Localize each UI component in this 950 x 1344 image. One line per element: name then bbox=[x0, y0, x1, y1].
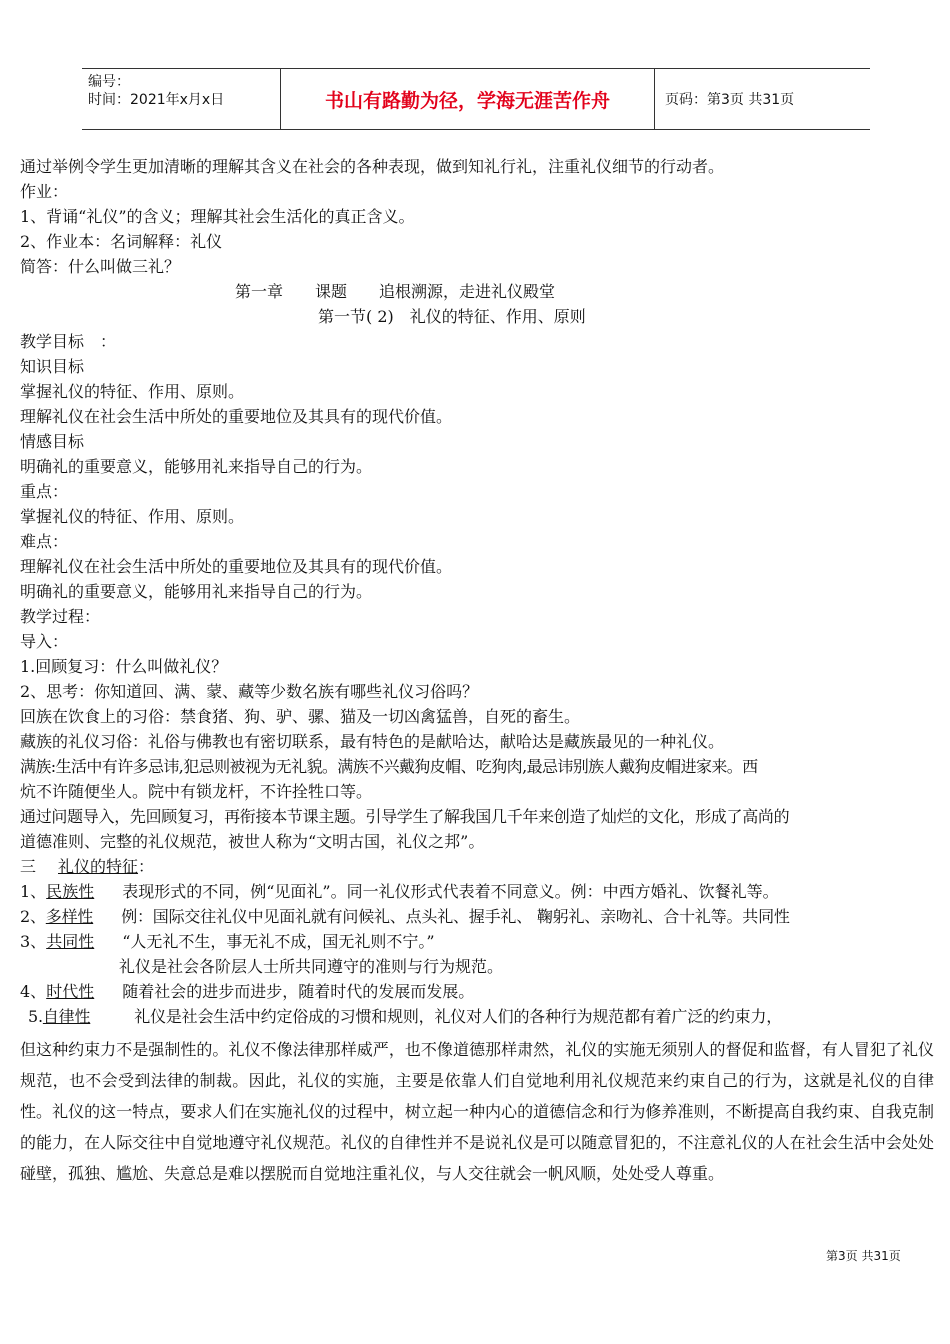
item-number: 1、 bbox=[20, 882, 47, 901]
text-line: 知识目标 bbox=[20, 357, 85, 376]
text-line: 重点： bbox=[20, 482, 69, 501]
item-number: 4、 bbox=[20, 982, 47, 1001]
feature-item bbox=[20, 907, 790, 927]
text-line: 2、作业本：名词解释：礼仪 bbox=[20, 232, 223, 251]
feature-item bbox=[28, 1007, 782, 1027]
page-header bbox=[82, 68, 870, 130]
time-label: 时间：2021年x月x日 bbox=[88, 92, 225, 108]
feature-item bbox=[20, 982, 474, 1002]
section-title: 第一节( 2) 礼仪的特征、作用、原则 bbox=[318, 307, 586, 326]
text-line: 回族在饮食上的习俗：禁食猪、狗、驴、骡、猫及一切凶禽猛兽，自死的畜生。 bbox=[20, 707, 581, 726]
text-line: 理解礼仪在社会生活中所处的重要地位及其具有的现代价值。 bbox=[20, 557, 453, 576]
feature-item bbox=[20, 932, 435, 952]
text-line: 教学过程： bbox=[20, 607, 101, 626]
text-line: 情感目标 bbox=[20, 432, 85, 451]
features-heading bbox=[20, 857, 154, 877]
text-line: 难点： bbox=[20, 532, 69, 551]
text-line: 明确礼的重要意义，能够用礼来指导自己的行为。 bbox=[20, 582, 373, 601]
text-line: 2、思考：你知道回、满、蒙、藏等少数名族有哪些礼仪习俗吗？ bbox=[20, 682, 479, 701]
item-text: 礼仪是社会生活中约定俗成的习惯和规则，礼仪对人们的各种行为规范都有着广泛的约束力， bbox=[134, 1007, 783, 1026]
header-motto-cell bbox=[281, 69, 655, 129]
text-line: 明确礼的重要意义，能够用礼来指导自己的行为。 bbox=[20, 457, 373, 476]
item-text: 例：国际交往礼仪中见面礼就有问候礼、点头礼、握手礼、 鞠躬礼、亲吻礼、合十礼等。共同性 bbox=[121, 907, 790, 926]
text-line: 理解礼仪在社会生活中所处的重要地位及其具有的现代价值。 bbox=[20, 407, 453, 426]
item-text: 随着社会的进步而进步，随着时代的发展而发展。 bbox=[122, 982, 475, 1001]
text-line: 道德准则、完整的礼仪规范，被世人称为“文明古国，礼仪之邦”。 bbox=[20, 832, 485, 851]
item-number: 5. bbox=[28, 1007, 43, 1026]
item-keyword: 多样性 bbox=[45, 907, 94, 926]
text-line: 作业： bbox=[20, 182, 69, 201]
chapter-title: 第一章 课题 追根溯源，走进礼仪殿堂 bbox=[235, 282, 556, 301]
item-number: 2、 bbox=[20, 907, 46, 926]
body-paragraph: 但这种约束力不是强制性的。礼仪不像法律那样威严，也不像道德那样肃然，礼仪的实施无须别人的督促和监督，有人冒犯了礼仪规范，也不会受到法律的制裁。因此，礼仪的实施，主要是依靠人们自觉地利用礼仪规范来约束自己的行为，这就是礼仪的自律性。礼仪的这一特点，要求人们在实施礼仪的过程中，树立起一种内心的道德信念和行为修养准则，不断提高自我约束、自我克制的能力，在人际交往中自觉地遵守礼仪规范。礼仪的自律性并不是说礼仪是可以随意冒犯的，不注意礼仪的人在社会生活中会处处碰壁，孤独、尴尬、失意总是难以摆脱而自觉地注重礼仪，与人交往就会一帆风顺，处处受人尊重。 bbox=[20, 1040, 934, 1183]
text-line: 1.回顾复习：什么叫做礼仪？ bbox=[20, 657, 228, 676]
page-label: 页码：第3页 共31页 bbox=[665, 92, 795, 108]
header-meta bbox=[82, 69, 281, 129]
text-line: 满族:生活中有许多忌讳,犯忌则被视为无礼貌。满族不兴戴狗皮帽、吃狗肉,最忌讳别族人戴狗皮帽进家来。西 bbox=[20, 757, 758, 776]
heading-label: 礼仪的特征 bbox=[58, 857, 139, 876]
heading-colon: ： bbox=[138, 857, 155, 876]
feature-item bbox=[20, 882, 779, 902]
text-line: 简答：什么叫做三礼？ bbox=[20, 257, 181, 276]
text-line: 教学目标 ： bbox=[20, 332, 117, 351]
header-page-cell bbox=[655, 69, 870, 129]
item-text: “人无礼不生，事无礼不成，国无礼则不宁。” bbox=[122, 932, 435, 951]
text-line: 藏族的礼仪习俗：礼俗与佛教也有密切联系，最有特色的是献哈达，献哈达是藏族最见的一种礼仪。 bbox=[20, 732, 725, 751]
page-footer: 第3页 共31页 bbox=[826, 1249, 901, 1263]
text-line: 导入： bbox=[20, 632, 69, 651]
motto: 书山有路勤为径，学海无涯苦作舟 bbox=[324, 89, 610, 112]
heading-number: 三 bbox=[20, 857, 37, 876]
item-number: 3、 bbox=[20, 932, 47, 951]
text-line: 掌握礼仪的特征、作用、原则。 bbox=[20, 507, 245, 526]
text-line: 1、背诵“礼仪”的含义；理解其社会生活化的真正含义。 bbox=[20, 207, 415, 226]
text-line: 掌握礼仪的特征、作用、原则。 bbox=[20, 382, 245, 401]
text-line: 炕不许随便坐人。院中有锁龙杆，不许拴牲口等。 bbox=[20, 782, 373, 801]
item-text: 表现形式的不同，例“见面礼”。同一礼仪形式代表着不同意义。例：中西方婚礼、饮餐礼等。 bbox=[122, 882, 779, 901]
item-keyword: 共同性 bbox=[46, 932, 95, 951]
text-line: 通过举例令学生更加清晰的理解其含义在社会的各种表现，做到知礼行礼，注重礼仪细节的行动者。 bbox=[20, 157, 725, 176]
item-keyword: 自律性 bbox=[42, 1007, 91, 1026]
number-label: 编号： bbox=[88, 74, 130, 90]
item-keyword: 时代性 bbox=[46, 982, 95, 1001]
text-line: 通过问题导入，先回顾复习，再衔接本节课主题。引导学生了解我国几千年来创造了灿烂的文化，形成了高尚的 bbox=[20, 807, 790, 826]
item-keyword: 民族性 bbox=[46, 882, 95, 901]
text-line: 礼仪是社会各阶层人士所共同遵守的准则与行为规范。 bbox=[119, 957, 504, 976]
